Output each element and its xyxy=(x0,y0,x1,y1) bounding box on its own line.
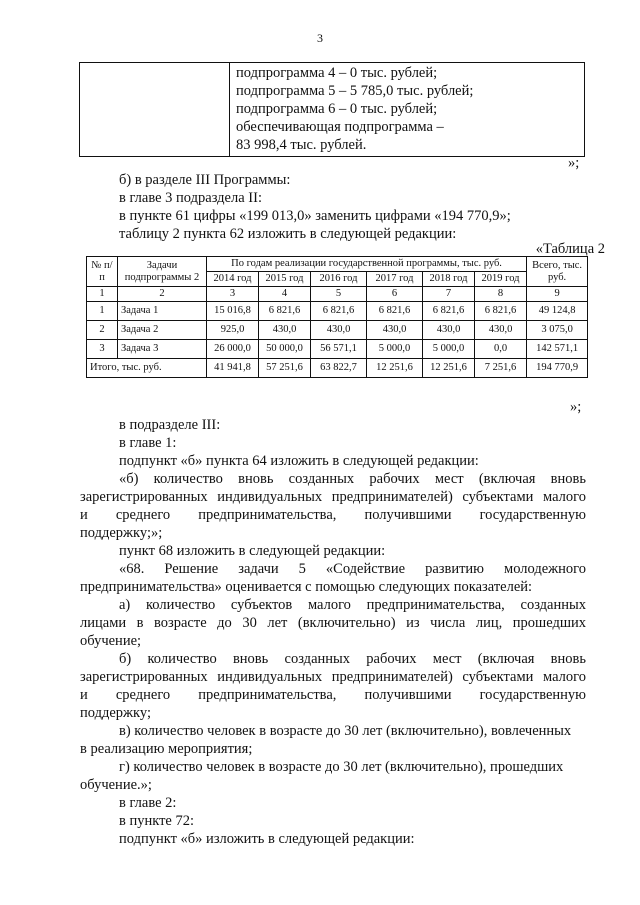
header-year: 2016 год xyxy=(311,272,367,287)
body-line: в подразделе III: xyxy=(119,417,221,433)
subprogram-line: обеспечивающая подпрограмма – xyxy=(236,119,444,135)
subprogram-line: 83 998,4 тыс. рублей. xyxy=(236,137,367,153)
row-total: 142 571,1 xyxy=(527,340,588,359)
row-value: 5 000,0 xyxy=(423,340,475,359)
table-row xyxy=(87,321,588,340)
continuation-table-label-cell xyxy=(80,63,230,157)
row-value: 50 000,0 xyxy=(259,340,311,359)
body-line: пункт 68 изложить в следующей редакции: xyxy=(119,543,386,559)
table-row xyxy=(87,302,588,321)
row-total: 3 075,0 xyxy=(527,321,588,340)
intro-line: таблицу 2 пункта 62 изложить в следующей редакции: xyxy=(119,226,457,242)
body-line: и среднего предпринимательства, получившими государственную xyxy=(80,687,586,703)
body-line: подпункт «б» пункта 64 изложить в следующей редакции: xyxy=(119,453,479,469)
index-cell: 4 xyxy=(259,287,311,302)
row-value: 430,0 xyxy=(311,321,367,340)
total-value: 7 251,6 xyxy=(475,359,527,378)
body-line: в главе 1: xyxy=(119,435,177,451)
body-line: в главе 2: xyxy=(119,795,177,811)
row-num: 3 xyxy=(87,340,118,359)
table-row xyxy=(87,340,588,359)
intro-line: б) в разделе III Программы: xyxy=(119,172,291,188)
row-value: 6 821,6 xyxy=(423,302,475,321)
row-task: Задача 3 xyxy=(118,340,207,359)
subprogram-line: подпрограмма 4 – 0 тыс. рублей; xyxy=(236,65,438,81)
row-task: Задача 1 xyxy=(118,302,207,321)
header-year: 2018 год xyxy=(423,272,475,287)
row-value: 430,0 xyxy=(259,321,311,340)
row-total: 49 124,8 xyxy=(527,302,588,321)
row-value: 6 821,6 xyxy=(311,302,367,321)
row-value: 430,0 xyxy=(423,321,475,340)
row-value: 15 016,8 xyxy=(207,302,259,321)
index-cell: 1 xyxy=(87,287,118,302)
index-cell: 9 xyxy=(527,287,588,302)
grand-total: 194 770,9 xyxy=(527,359,588,378)
amendment-intro xyxy=(80,171,586,243)
header-year: 2017 год xyxy=(367,272,423,287)
table-total-row xyxy=(87,359,588,378)
body-line: в реализацию мероприятия; xyxy=(80,741,253,757)
continuation-table xyxy=(79,62,585,157)
row-value: 430,0 xyxy=(367,321,423,340)
body-line: и среднего предпринимательства, получившими государственную xyxy=(80,507,586,523)
total-value: 12 251,6 xyxy=(367,359,423,378)
intro-line: в главе 3 подраздела II: xyxy=(119,190,262,206)
body-line: обучение.»; xyxy=(80,777,152,793)
body-line: зарегистрированных индивидуальных предпринимателей) субъектами малого xyxy=(80,489,586,505)
index-cell: 5 xyxy=(311,287,367,302)
total-value: 63 822,7 xyxy=(311,359,367,378)
row-value: 0,0 xyxy=(475,340,527,359)
header-year: 2014 год xyxy=(207,272,259,287)
body-line: в пункте 72: xyxy=(119,813,195,829)
row-num: 1 xyxy=(87,302,118,321)
intro-line: в пункте 61 цифры «199 013,0» заменить цифрами «194 770,9»; xyxy=(119,208,511,224)
total-value: 57 251,6 xyxy=(259,359,311,378)
body-line: «б) количество вновь созданных рабочих мест (включая вновь xyxy=(119,471,586,487)
row-value: 56 571,1 xyxy=(311,340,367,359)
body-line: в) количество человек в возрасте до 30 лет (включительно), вовлеченных xyxy=(119,723,572,739)
body-line: обучение; xyxy=(80,633,142,649)
row-value: 925,0 xyxy=(207,321,259,340)
index-cell: 8 xyxy=(475,287,527,302)
body-line: г) количество человек в возрасте до 30 лет (включительно), прошедших xyxy=(119,759,564,775)
body-line: поддержку; xyxy=(80,705,151,721)
row-task: Задача 2 xyxy=(118,321,207,340)
body-line: зарегистрированных индивидуальных предпринимателей) субъектами малого xyxy=(80,669,586,685)
row-value: 430,0 xyxy=(475,321,527,340)
row-value: 6 821,6 xyxy=(475,302,527,321)
header-tasks: Задачи подпрограммы 2 xyxy=(118,257,207,287)
body-line: лицами в возрасте до 30 лет (включительно) из числа лиц, прошедших xyxy=(80,615,586,631)
index-cell: 6 xyxy=(367,287,423,302)
header-years-group: По годам реализации государственной программы, тыс. руб. xyxy=(207,257,527,272)
index-cell: 7 xyxy=(423,287,475,302)
amendment-body xyxy=(80,416,586,848)
continuation-table-value-cell xyxy=(230,63,585,157)
body-line: поддержку;»; xyxy=(80,525,163,541)
total-value: 12 251,6 xyxy=(423,359,475,378)
subprogram-line: подпрограмма 5 – 5 785,0 тыс. рублей; xyxy=(236,83,474,99)
page-number: 3 xyxy=(317,31,323,45)
body-line: б) количество вновь созданных рабочих мест (включая вновь xyxy=(119,651,586,667)
funding-table xyxy=(86,256,588,378)
body-line: а) количество субъектов малого предпринимательства, созданных xyxy=(119,597,586,613)
body-line: подпункт «б» изложить в следующей редакции: xyxy=(119,831,415,847)
index-cell: 3 xyxy=(207,287,259,302)
total-label: Итого, тыс. руб. xyxy=(87,359,207,378)
header-year: 2015 год xyxy=(259,272,311,287)
row-value: 5 000,0 xyxy=(367,340,423,359)
index-cell: 2 xyxy=(118,287,207,302)
closing-quote: »; xyxy=(568,155,580,171)
subprogram-line: подпрограмма 6 – 0 тыс. рублей; xyxy=(236,101,438,117)
table-title: «Таблица 2 xyxy=(535,241,605,257)
row-value: 6 821,6 xyxy=(259,302,311,321)
row-value: 26 000,0 xyxy=(207,340,259,359)
total-value: 41 941,8 xyxy=(207,359,259,378)
header-year: 2019 год xyxy=(475,272,527,287)
body-line: «68. Решение задачи 5 «Содействие развитию молодежного xyxy=(119,561,586,577)
row-num: 2 xyxy=(87,321,118,340)
header-num: № п/п xyxy=(87,257,118,287)
row-value: 6 821,6 xyxy=(367,302,423,321)
header-total: Всего, тыс. руб. xyxy=(527,257,588,287)
closing-quote: »; xyxy=(570,399,582,415)
body-line: предпринимательства» оценивается с помощью следующих показателей: xyxy=(80,579,533,595)
